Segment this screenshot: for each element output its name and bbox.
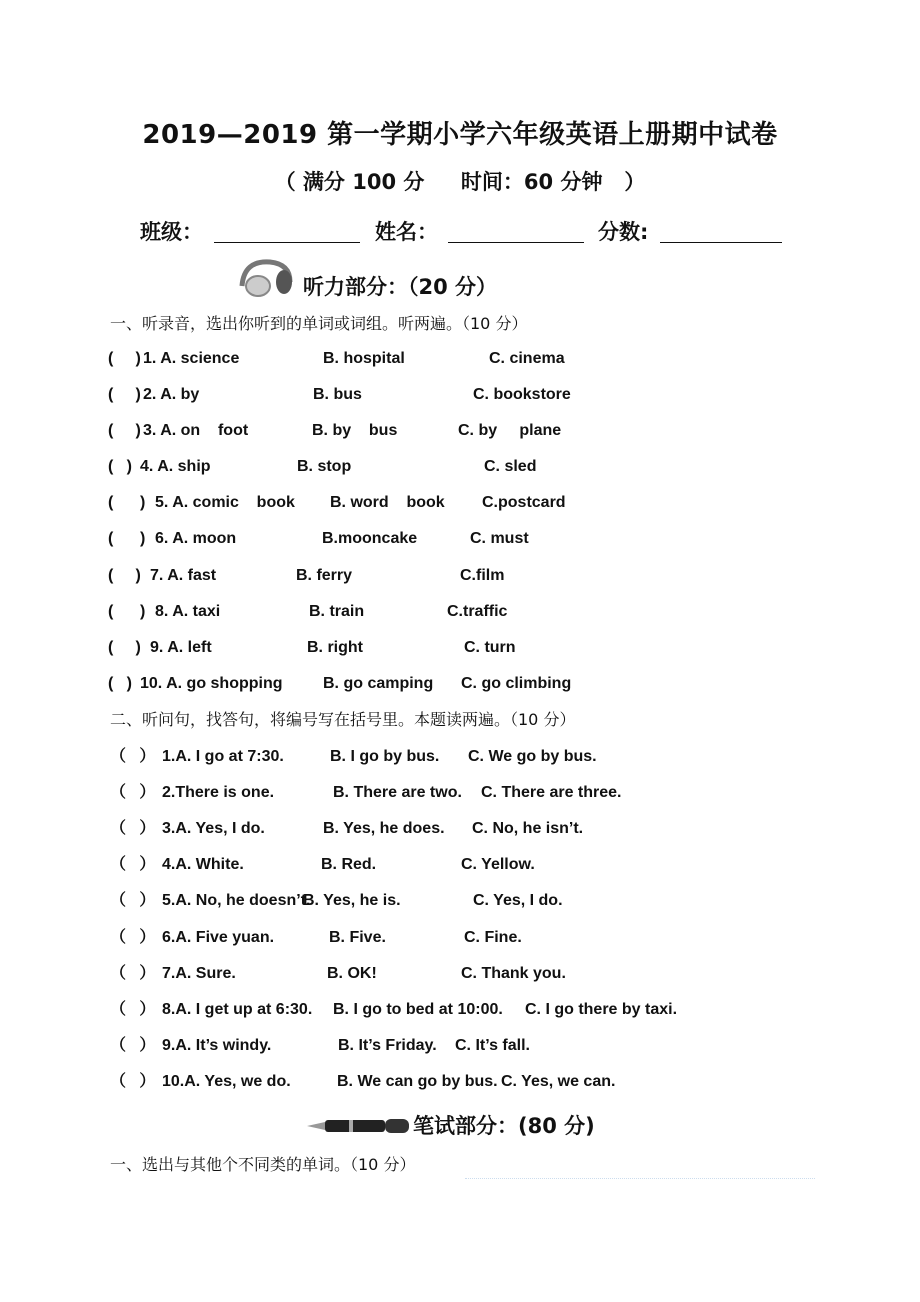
option-c: C.traffic — [447, 603, 508, 620]
option-a: 3.A. Yes, I do. — [162, 820, 265, 837]
option-c: C. cinema — [489, 350, 565, 367]
option-b: B. It’s Friday. — [338, 1037, 437, 1054]
option-b: B. Yes, he does. — [323, 820, 445, 837]
option-b: B. by bus — [312, 422, 398, 439]
option-c: C. go climbing — [461, 675, 572, 692]
option-c: C. turn — [464, 639, 516, 656]
option-a: 4.A. White. — [162, 856, 244, 873]
option-b: B. There are two. — [333, 784, 462, 801]
writing-heading: 笔试部分：(80 分) — [413, 1114, 595, 1138]
class-label: 班级： — [140, 220, 203, 244]
option-c: C. Thank you. — [461, 965, 566, 982]
option-a: 9. A. left — [150, 639, 212, 656]
option-c: C. It’s fall. — [455, 1037, 530, 1054]
option-c: C. Fine. — [464, 929, 522, 946]
option-b: B. right — [307, 639, 363, 656]
option-a: 1.A. I go at 7:30. — [162, 748, 284, 765]
option-a: 6. A. moon — [155, 530, 237, 547]
answer-bracket[interactable]: （ ） — [110, 1037, 156, 1054]
option-b: B. ferry — [296, 567, 353, 584]
answer-bracket[interactable]: ( ) — [108, 567, 141, 584]
divider — [465, 1178, 815, 1179]
answer-bracket[interactable]: ( ) — [108, 386, 141, 403]
answer-bracket[interactable]: （ ） — [110, 748, 156, 765]
option-b: B. OK! — [327, 965, 377, 982]
exam-subtitle: （ 满分 100 分 时间：60 分钟 ） — [274, 170, 646, 194]
option-a: 7. A. fast — [150, 567, 217, 584]
answer-bracket[interactable]: ( ) — [108, 350, 141, 367]
answer-bracket[interactable]: ( ) — [108, 494, 146, 511]
option-b: B.mooncake — [322, 530, 418, 547]
option-a: 8. A. taxi — [155, 603, 221, 620]
writing-part1-instruction: 一、选出与其他个不同类的单词。（10 分） — [110, 1155, 416, 1174]
option-c: C. bookstore — [473, 386, 571, 403]
option-a: 9.A. It’s windy. — [162, 1037, 272, 1054]
answer-bracket[interactable]: ( ) — [108, 675, 132, 692]
option-a: 8.A. I get up at 6:30. — [162, 1001, 313, 1018]
option-a: 3. A. on foot — [143, 422, 249, 439]
option-a: 4. A. ship — [140, 458, 211, 475]
score-blank[interactable] — [660, 242, 782, 243]
option-c: C. by plane — [458, 422, 562, 439]
answer-bracket[interactable]: （ ） — [110, 1073, 156, 1090]
headphones-icon — [236, 256, 296, 298]
option-a: 5. A. comic book — [155, 494, 295, 511]
listening-part1-instruction: 一、听录音，选出你听到的单词或词组。听两遍。（10 分） — [110, 314, 528, 333]
option-b: B. hospital — [323, 350, 405, 367]
option-a: 2.There is one. — [162, 784, 275, 801]
option-b: B. go camping — [323, 675, 434, 692]
score-label: 分数: — [598, 220, 649, 244]
answer-bracket[interactable]: （ ） — [110, 929, 156, 946]
option-b: B. I go to bed at 10:00. — [333, 1001, 503, 1018]
option-c: C.postcard — [482, 494, 566, 511]
option-a: 1. A. science — [143, 350, 240, 367]
pen-icon — [305, 1116, 411, 1136]
option-c: C.film — [460, 567, 505, 584]
answer-bracket[interactable]: ( ) — [108, 458, 132, 475]
listening-part2-instruction: 二、听问句，找答句，将编号写在括号里。本题读两遍。（10 分） — [110, 710, 576, 729]
option-c: C. There are three. — [481, 784, 622, 801]
class-blank[interactable] — [214, 242, 360, 243]
option-b: B. stop — [297, 458, 352, 475]
option-b: B. We can go by bus. — [337, 1073, 498, 1090]
option-a: 10.A. Yes, we do. — [162, 1073, 291, 1090]
option-c: C. Yes, we can. — [501, 1073, 616, 1090]
option-a: 2. A. by — [143, 386, 200, 403]
option-b: B. train — [309, 603, 365, 620]
answer-bracket[interactable]: （ ） — [110, 856, 156, 873]
listening-heading: 听力部分：（20 分） — [303, 275, 498, 299]
option-b: B. Red. — [321, 856, 377, 873]
option-a: 5.A. No, he doesn’t. — [162, 892, 311, 909]
option-b: B. word book — [330, 494, 445, 511]
option-a: 10. A. go shopping — [140, 675, 283, 692]
option-b: B. bus — [313, 386, 362, 403]
answer-bracket[interactable]: ( ) — [108, 639, 141, 656]
answer-bracket[interactable]: ( ) — [108, 603, 146, 620]
answer-bracket[interactable]: （ ） — [110, 820, 156, 837]
option-b: B. I go by bus. — [330, 748, 440, 765]
option-a: 6.A. Five yuan. — [162, 929, 275, 946]
answer-bracket[interactable]: （ ） — [110, 965, 156, 982]
option-c: C. No, he isn’t. — [472, 820, 584, 837]
option-c: C. sled — [484, 458, 537, 475]
name-label: 姓名： — [375, 220, 438, 244]
answer-bracket[interactable]: （ ） — [110, 1001, 156, 1018]
option-c: C. Yellow. — [461, 856, 535, 873]
option-c: C. must — [470, 530, 529, 547]
answer-bracket[interactable]: ( ) — [108, 530, 146, 547]
option-b: B. Five. — [329, 929, 386, 946]
option-c: C. I go there by taxi. — [525, 1001, 678, 1018]
answer-bracket[interactable]: （ ） — [110, 892, 156, 909]
answer-bracket[interactable]: （ ） — [110, 784, 156, 801]
option-c: C. We go by bus. — [468, 748, 597, 765]
exam-title: 2019—2019 第一学期小学六年级英语上册期中试卷 — [142, 120, 778, 150]
answer-bracket[interactable]: ( ) — [108, 422, 141, 439]
option-c: C. Yes, I do. — [473, 892, 563, 909]
option-b: B. Yes, he is. — [303, 892, 401, 909]
option-a: 7.A. Sure. — [162, 965, 236, 982]
name-blank[interactable] — [448, 242, 584, 243]
